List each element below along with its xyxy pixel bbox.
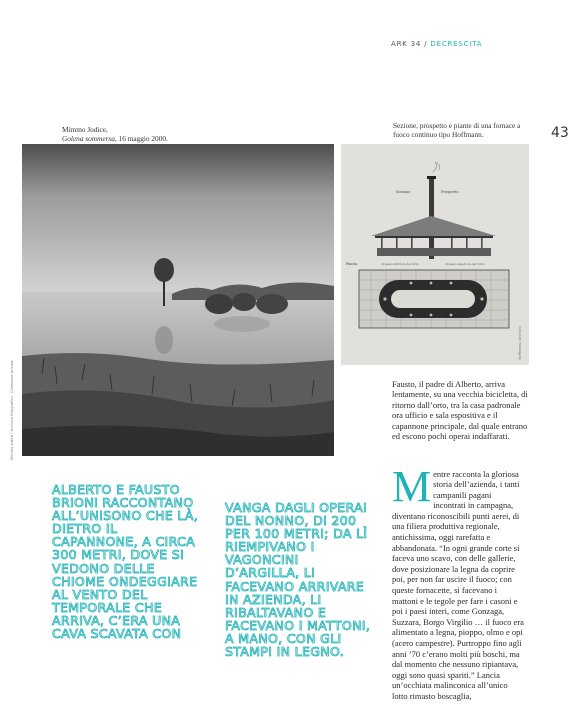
label-prospetto: Prospetto bbox=[441, 190, 459, 194]
photo-caption-title: Golena sommersa, bbox=[62, 134, 117, 143]
article-paragraph-2 bbox=[392, 461, 524, 702]
kiln-diagram bbox=[341, 144, 529, 365]
photo-credit: Mimmo Jodice / Archivio fotografico · Collezione privata bbox=[10, 360, 14, 460]
photo-caption-date: 16 maggio 2000. bbox=[118, 134, 168, 143]
section-label: DECRESCITA bbox=[430, 40, 483, 48]
flooded-landscape-photo bbox=[22, 144, 334, 456]
pull-quote-column-1: ALBERTO E FAUSTO BRIONI RACCONTANO ALL’UNISONO CHE LÀ, DIETRO IL CAPANNONE, A CIRCA 300 METRI, DOVE SI VEDONO DELLE CHIOME ONDEGGIARE AL VENTO DEL TEMPORALE CHE ARRIVA, C’ERA UNA CAVA SCAVATA CON bbox=[52, 482, 199, 642]
label-piano-superiore: di piano superiore del forno bbox=[445, 262, 485, 266]
photo-caption-author: Mimmo Jodice, bbox=[62, 125, 108, 134]
issue-label: ARK 34 bbox=[391, 40, 422, 48]
diagram-caption: Sezione, prospetto e piante di una fornace a fuoco continuo tipo Hoffmann. bbox=[393, 121, 521, 139]
article-paragraph-2-text: entre racconta la gloriosa storia dell’azienda, i tanti campanili pagani incontrati in campagna, diventano riconoscibili punti aerei, di una filiera produttiva regionale, antichissima, oggi rarefatta e abbandonata. “In ogni grande corte si faceva uno scavo, con delle gallerie, dove posizionare la legna da coprire poi, per non far uscire il fuoco; con queste fornacette, si facevano i mattoni e le tegole per fare i casoni e poi i paesi interi, come Gonzaga, Suzzara, Borgo Virgilio … il fuoco era alimentato a legna, pioppo, olmo e opi (acero campestre). Purtroppo fino agli anni ’70 c’erano molti più boschi, ma dal momento che nessuno ripiantava, oggi sono quasi spariti.” Lancia un’occhiata malinconica all’unico lotto rimasto boscaglia, bbox=[392, 468, 524, 701]
diagram-credit: Hoffmann / Archivio bbox=[518, 326, 522, 360]
article-paragraph-1: Fausto, il padre di Alberto, arriva lentamente, su una vecchia bicicletta, di ritorno dall’orto, tra la casa padronale ora ufficio e sala espositiva e il capannone principale, dal quale entrano ed escono pochi operai indaffarati. bbox=[392, 378, 528, 442]
photo-caption bbox=[62, 125, 262, 143]
running-header bbox=[391, 40, 482, 48]
label-piano-inferiore: di piano inferiore del forno bbox=[381, 262, 420, 266]
header-separator: / bbox=[424, 40, 428, 48]
label-pianta: Pianta bbox=[346, 262, 357, 266]
pull-quote-column-2: VANGA DAGLI OPERAI DEL NONNO, DI 200 PER 100 METRI; DA LÌ RIEMPIVANO I VAGONCINI D’ARGILLA, LI FACEVANO ARRIVARE IN AZIENDA, LI RIBALTAVANO E FACEVANO I MATTONI, A MANO, CON GLI STAMPI IN LEGNO. bbox=[225, 500, 371, 660]
drop-cap: M bbox=[392, 461, 432, 511]
label-sezione: Sezione bbox=[396, 190, 411, 194]
page-number: 43 bbox=[551, 125, 569, 141]
